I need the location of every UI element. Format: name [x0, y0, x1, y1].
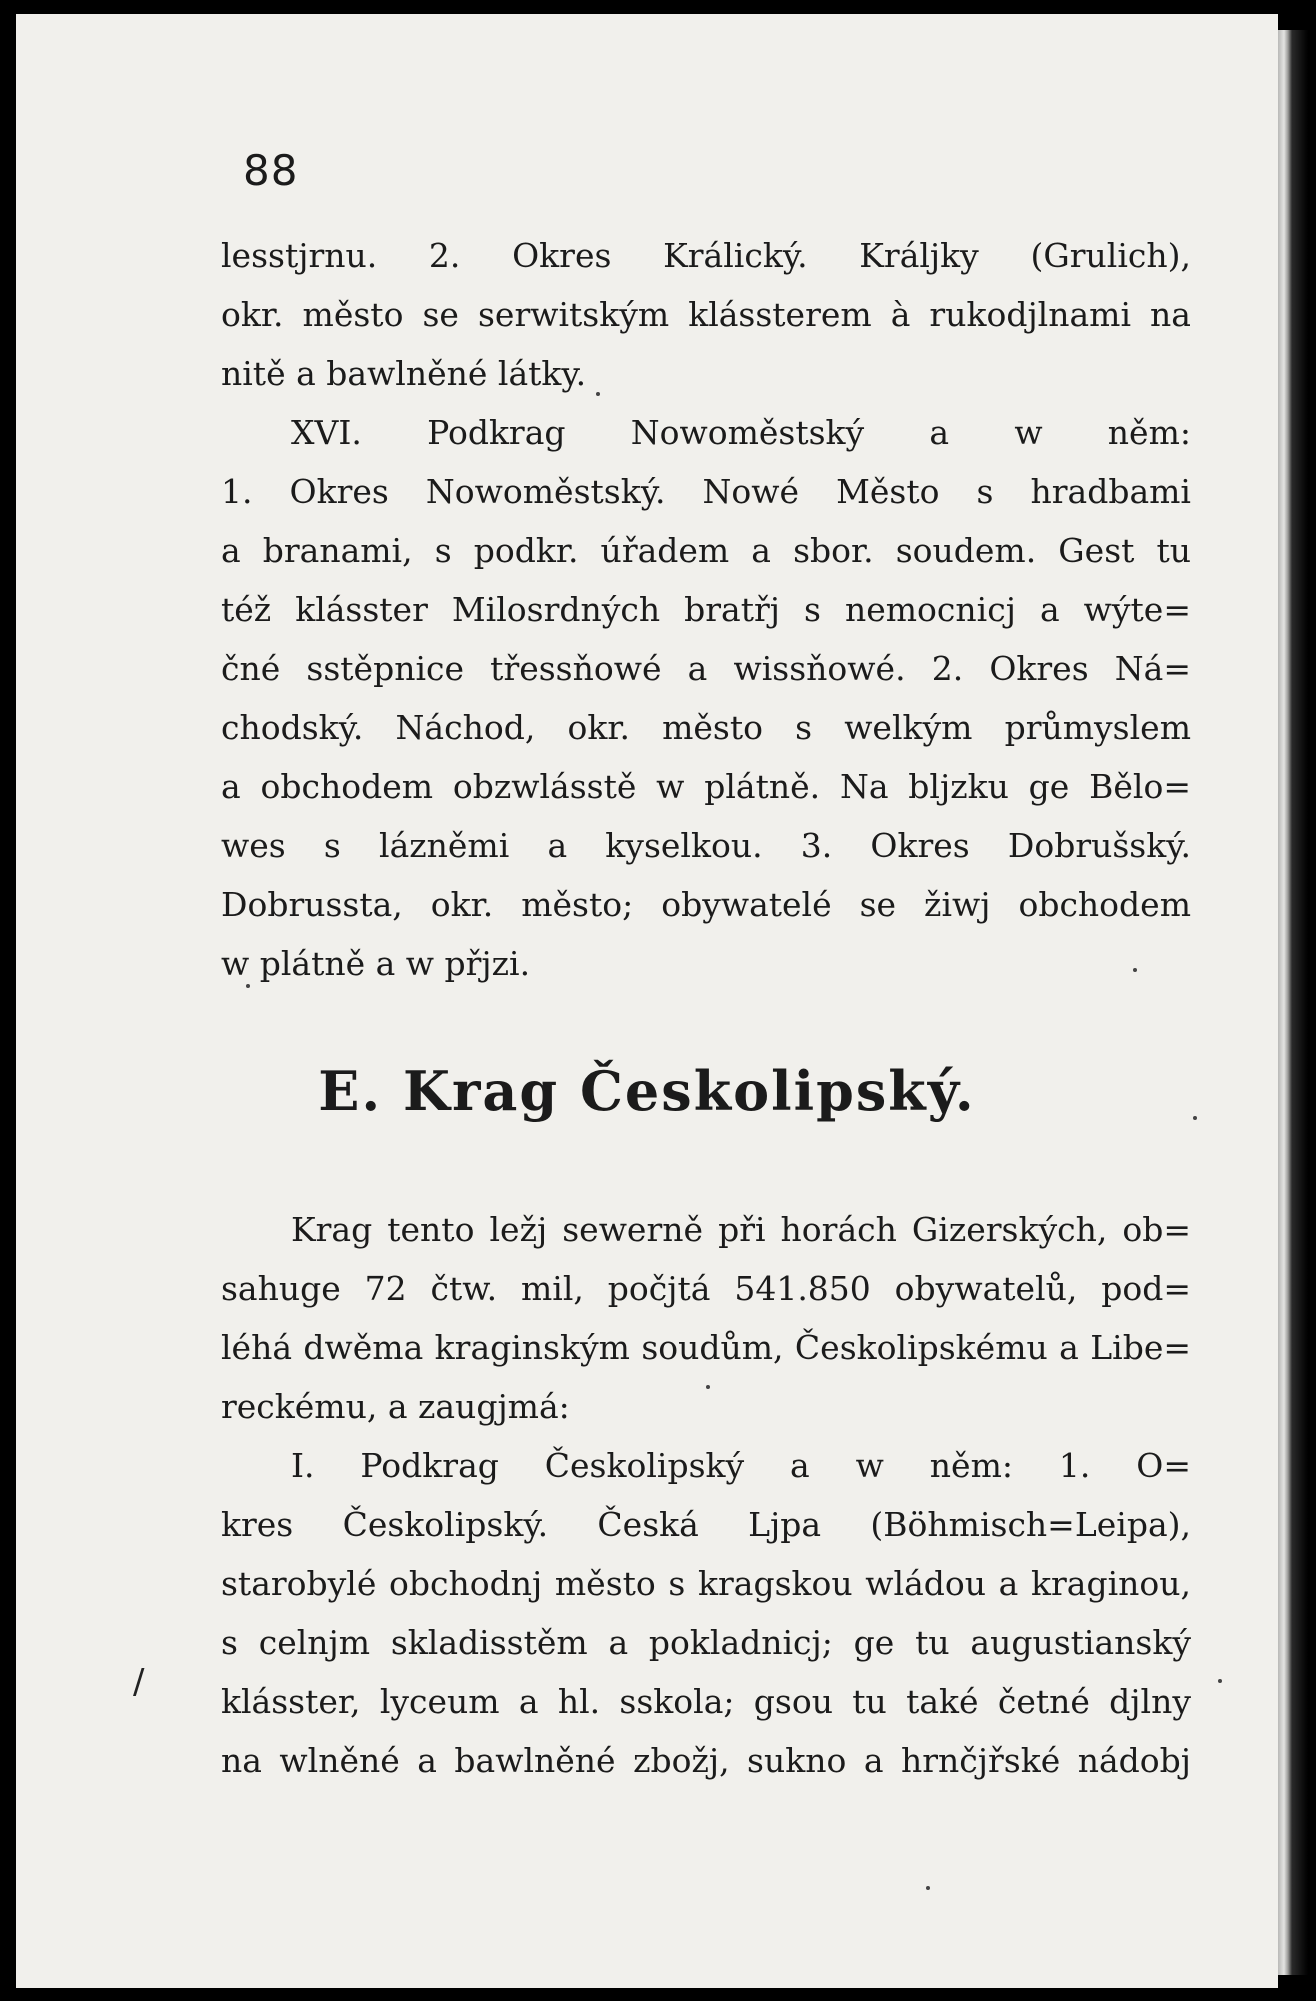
- text-line: na wlněné a bawlněné zbožj, sukno a hrnčjřské nádobj: [221, 1741, 1191, 1780]
- text-line: a branami, s podkr. úřadem a sbor. soudem. Gest tu: [221, 531, 1191, 570]
- text-line: chodský. Náchod, okr. město s welkým průmyslem: [221, 708, 1191, 747]
- book-page: [16, 14, 1278, 1988]
- paper-speck: [596, 392, 600, 396]
- text-line: klásster, lyceum a hl. sskola; gsou tu také četné djlny: [221, 1682, 1191, 1721]
- text-line: Krag tento ležj sewerně při horách Gizerských, ob=: [291, 1210, 1191, 1249]
- paragraph-okres-kralicky: [221, 226, 1191, 993]
- text-line: též klásster Milosrdných bratřj s nemocnicj a wýte=: [221, 590, 1191, 629]
- text-line: lesstjrnu. 2. Okres Králický. Králjky (Grulich),: [221, 236, 1191, 275]
- text-line: reckému, a zaugjmá:: [221, 1387, 570, 1426]
- paper-speck: [1193, 1116, 1197, 1120]
- text-line: léhá dwěma kraginským soudům, Českolipskému a Libe=: [221, 1328, 1191, 1367]
- text-line: Dobrussta, okr. město; obywatelé se žiwj obchodem: [221, 885, 1191, 924]
- paper-speck: [1133, 968, 1137, 972]
- text-line: sahuge 72 čtw. mil, počjtá 541.850 obywatelů, pod=: [221, 1269, 1191, 1308]
- text-line: w plátně a w přjzi.: [221, 944, 531, 983]
- adjacent-page-edge: [1278, 30, 1316, 1975]
- section-heading: E. Krag Českolipský.: [318, 1059, 976, 1123]
- paper-speck: [246, 984, 250, 988]
- paper-speck: [1218, 1679, 1222, 1683]
- text-line: kres Českolipský. Česká Ljpa (Böhmisch=Leipa),: [221, 1505, 1191, 1544]
- text-line: okr. město se serwitským klássterem à rukodjlnami na: [221, 295, 1191, 334]
- text-line: čné sstěpnice třessňowé a wissňowé. 2. Okres Ná=: [221, 649, 1191, 688]
- text-line: wes s lázněmi a kyselkou. 3. Okres Dobrušský.: [221, 826, 1191, 865]
- text-line: a obchodem obzwlásstě w plátně. Na bljzku ge Bělo=: [221, 767, 1191, 806]
- paragraph-krag-ceskolipsky: [221, 1200, 1191, 1790]
- text-line: 1. Okres Nowoměstský. Nowé Město s hradbami: [221, 472, 1191, 511]
- paper-speck: [926, 1886, 930, 1890]
- text-line: nitě a bawlněné látky.: [221, 354, 587, 393]
- page-number: 88: [243, 146, 299, 195]
- margin-mark: /: [133, 1662, 145, 1702]
- text-line: starobylé obchodnj město s kragskou wládou a kraginou,: [221, 1564, 1191, 1603]
- paper-speck: [706, 1385, 710, 1389]
- subsection-heading-line: I. Podkrag Českolipský a w něm: 1. O=: [291, 1446, 1191, 1485]
- text-line: s celnjm skladisstěm a pokladnicj; ge tu augustianský: [221, 1623, 1191, 1662]
- subsection-heading-line: XVI. Podkrag Nowoměstský a w něm:: [291, 413, 1191, 452]
